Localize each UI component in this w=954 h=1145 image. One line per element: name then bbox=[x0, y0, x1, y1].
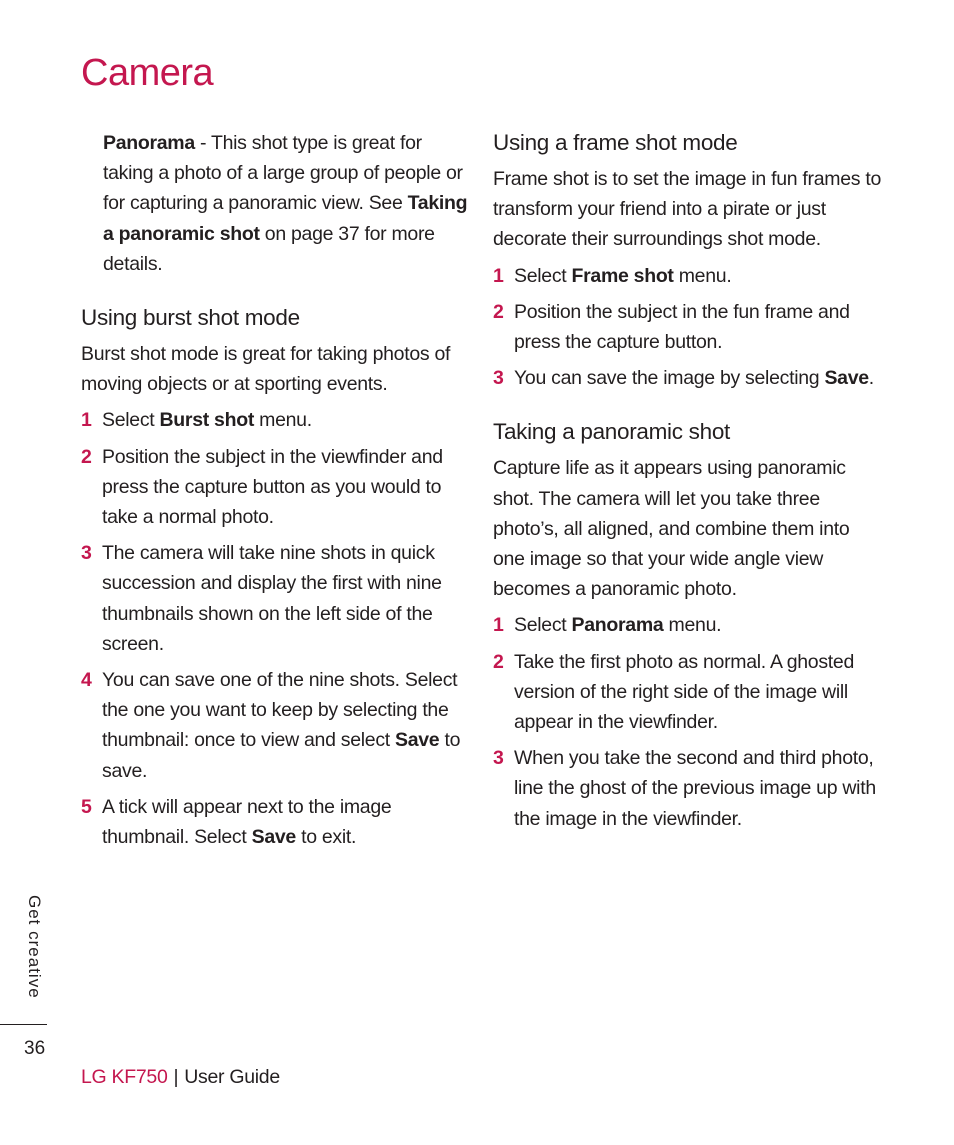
step-list bbox=[493, 610, 883, 833]
bold-term: Save bbox=[251, 826, 296, 849]
section-paragraph: Burst shot mode is great for taking photos of moving objects or at sporting events. bbox=[81, 343, 451, 396]
step-item bbox=[81, 792, 471, 852]
step-text: menu. bbox=[663, 614, 722, 637]
step-number: 3 bbox=[493, 747, 504, 770]
bold-term: Burst shot bbox=[159, 409, 255, 432]
left-column bbox=[81, 128, 471, 858]
step-item bbox=[493, 261, 883, 291]
panorama-intro bbox=[81, 128, 471, 279]
step-text: You can save the image by selecting bbox=[514, 367, 825, 390]
step-text: menu. bbox=[254, 409, 312, 432]
step-number: 4 bbox=[81, 669, 92, 692]
step-item bbox=[81, 665, 471, 786]
intro-text: - This shot type is great for taking a photo of a large group of people or for capturing a panoramic view. See bbox=[103, 132, 463, 215]
footer bbox=[81, 1066, 280, 1089]
step-text: Select bbox=[514, 264, 572, 287]
step-text: You can save one of the nine shots. Select the one you want to keep by selecting the thumbnail: once to view and select bbox=[102, 669, 458, 752]
step-item bbox=[493, 743, 883, 834]
side-divider bbox=[0, 1024, 47, 1025]
step-number: 5 bbox=[81, 795, 92, 818]
section-paragraph: Capture life as it appears using panoramic shot. The camera will let you take three photo’s, all aligned, and combine them into one image so that your wide angle view becomes a panoramic photo. bbox=[493, 457, 850, 601]
section-paragraph: Frame shot is to set the image in fun frames to transform your friend into a pirate or just decorate their surroundings shot mode. bbox=[493, 168, 881, 251]
right-column bbox=[493, 128, 883, 840]
step-number: 2 bbox=[493, 650, 504, 673]
step-number: 3 bbox=[493, 367, 504, 390]
step-text: to exit. bbox=[295, 826, 357, 849]
bold-term: Taking a panoramic shot bbox=[103, 192, 468, 245]
step-item bbox=[81, 538, 471, 659]
step-item bbox=[81, 405, 471, 435]
step-number: 1 bbox=[493, 614, 504, 637]
footer-guide: User Guide bbox=[184, 1066, 280, 1088]
step-item bbox=[493, 610, 883, 640]
section-heading-frame: Using a frame shot mode bbox=[493, 130, 738, 155]
step-number: 2 bbox=[81, 445, 92, 468]
step-list bbox=[493, 261, 883, 394]
step-text: A tick will appear next to the image thumbnail. Select bbox=[102, 795, 392, 849]
bold-term: Frame shot bbox=[571, 264, 674, 287]
intro-text: on page 37 for more details. bbox=[103, 222, 435, 275]
step-number: 1 bbox=[493, 264, 504, 287]
step-number: 3 bbox=[81, 542, 92, 565]
step-text: Select bbox=[514, 614, 572, 637]
step-item bbox=[493, 647, 883, 738]
footer-separator: | bbox=[173, 1066, 179, 1088]
step-text: Position the subject in the viewfinder and press the capture button as you would to take a normal photo. bbox=[102, 445, 443, 529]
bold-term: Panorama bbox=[571, 614, 664, 637]
section-heading-burst: Using burst shot mode bbox=[81, 305, 300, 331]
step-number: 2 bbox=[493, 300, 504, 323]
page-number: 36 bbox=[24, 1038, 46, 1059]
step-text: Take the first photo as normal. A ghosted version of the right side of the image will appear in the viewfinder. bbox=[514, 650, 854, 734]
section-side-label: Get creative bbox=[25, 895, 44, 999]
step-text: Select bbox=[102, 409, 160, 432]
step-item bbox=[493, 297, 883, 357]
step-text: When you take the second and third photo, line the ghost of the previous image up with the image in the viewfinder. bbox=[514, 747, 876, 830]
step-text: . bbox=[868, 367, 874, 390]
page-title: Camera bbox=[81, 52, 214, 94]
step-text: menu. bbox=[673, 264, 732, 287]
step-item bbox=[493, 363, 883, 393]
step-number: 1 bbox=[81, 409, 92, 432]
step-item bbox=[81, 442, 471, 533]
step-list bbox=[81, 405, 471, 852]
step-text: to save. bbox=[102, 729, 461, 782]
bold-term: Save bbox=[395, 729, 440, 752]
section-heading-panoramic: Taking a panoramic shot bbox=[493, 419, 730, 445]
footer-model: LG KF750 bbox=[81, 1066, 168, 1088]
bold-term: Panorama bbox=[103, 132, 195, 154]
bold-term: Save bbox=[824, 367, 869, 390]
step-text: The camera will take nine shots in quick succession and display the first with nine thumbnails shown on the left side of the screen. bbox=[102, 542, 442, 655]
step-text: Position the subject in the fun frame and press the capture button. bbox=[514, 300, 850, 354]
